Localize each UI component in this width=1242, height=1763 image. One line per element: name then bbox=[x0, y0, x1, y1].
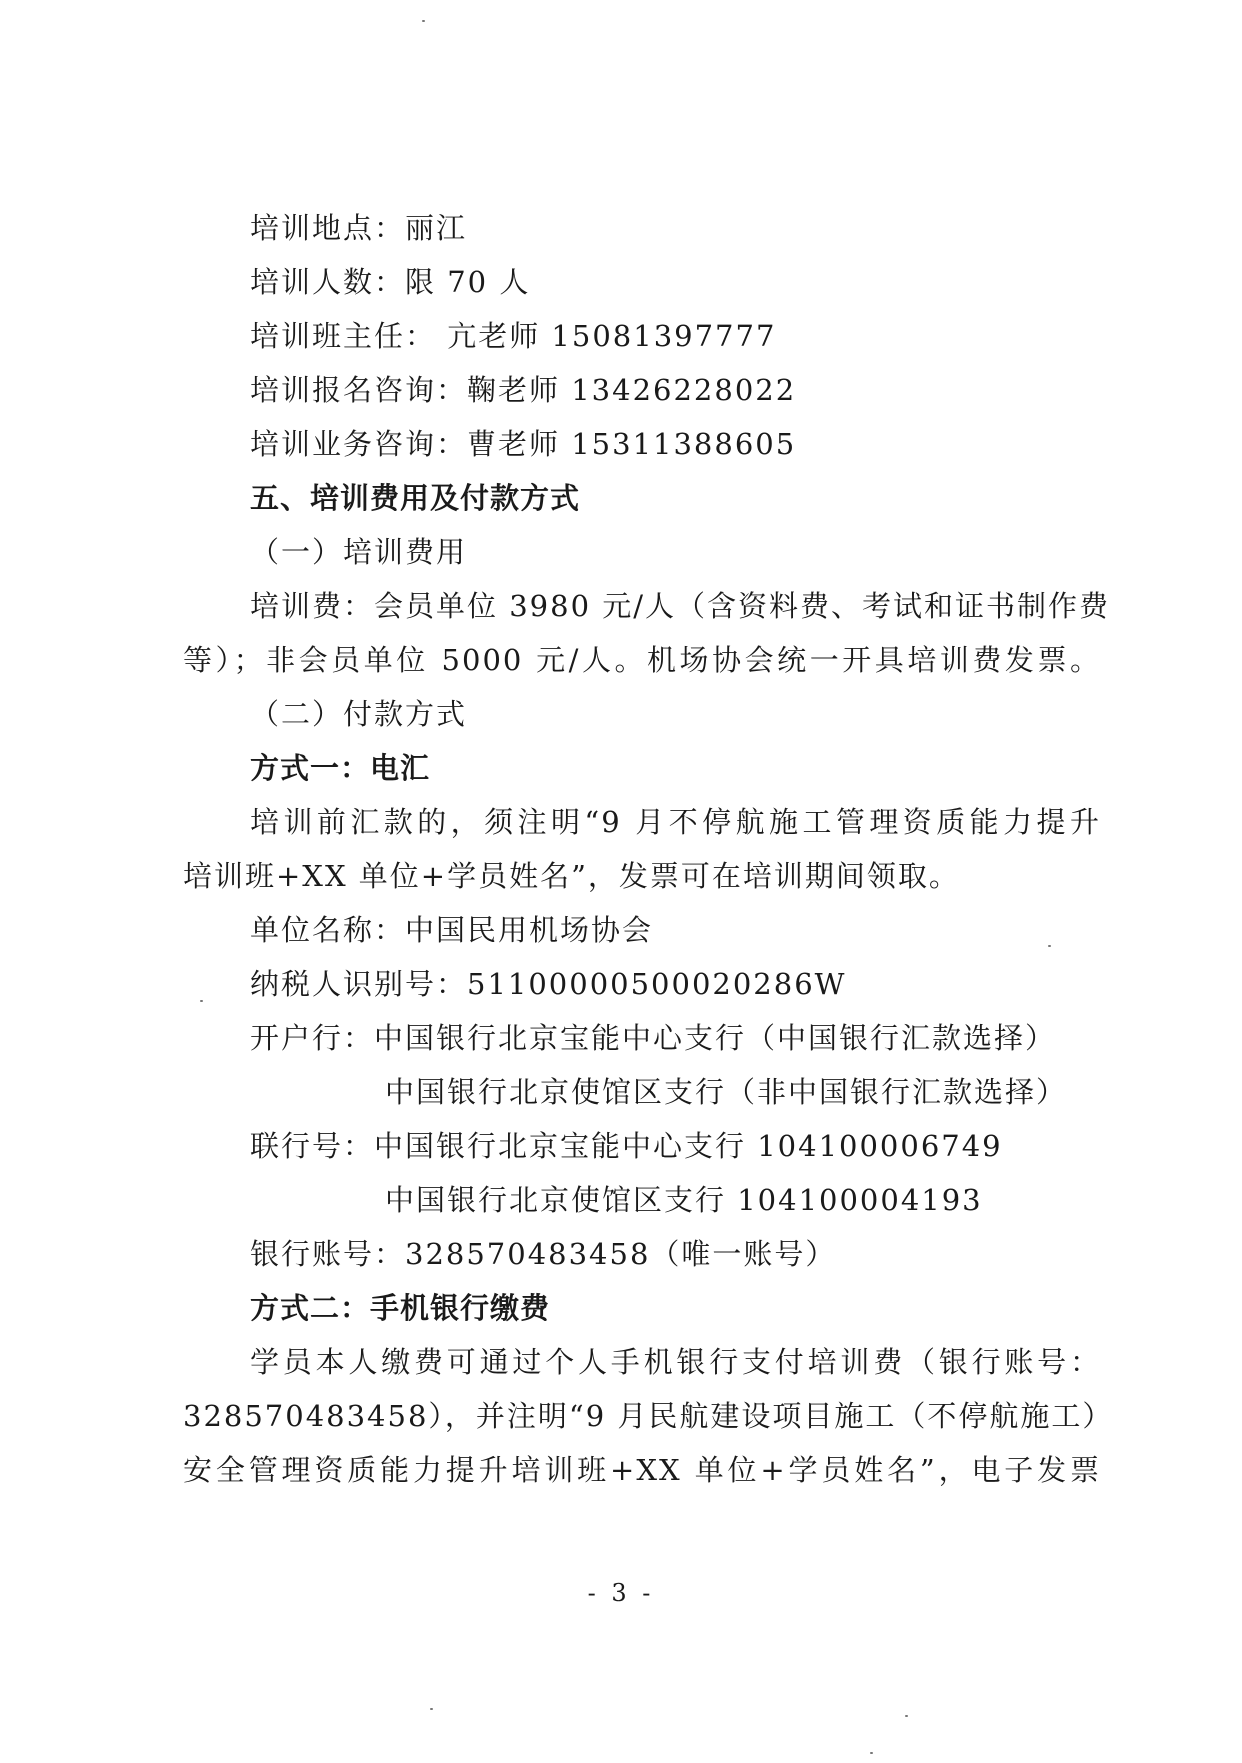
mobile-paragraph-line-2: 328570483458），并注明“9 月民航建设项目施工（不停航施工） bbox=[183, 1399, 1114, 1433]
wire-paragraph-line-2: 培训班+XX 单位+学员姓名”，发票可在培训期间领取。 bbox=[183, 859, 960, 893]
page-number: - 3 - bbox=[587, 1579, 655, 1607]
payment-subheading: （二）付款方式 bbox=[250, 697, 468, 731]
taxpayer-id: 纳税人识别号：51100000500020286W bbox=[250, 967, 847, 1001]
method-one-heading: 方式一：电汇 bbox=[250, 751, 431, 785]
clearing-number-line-2: 中国银行北京使馆区支行 104100004193 bbox=[385, 1183, 983, 1217]
method-two-heading: 方式二：手机银行缴费 bbox=[250, 1291, 551, 1325]
scan-speck bbox=[870, 1752, 873, 1754]
fee-paragraph-line-2: 等）；非会员单位 5000 元/人。机场协会统一开具培训费发票。 bbox=[183, 643, 1101, 677]
scan-speck bbox=[200, 1000, 203, 1002]
wire-paragraph-line-1: 培训前汇款的，须注明“9 月不停航施工管理资质能力提升 bbox=[250, 805, 1101, 839]
scan-speck bbox=[422, 20, 425, 22]
registration-contact: 培训报名咨询：鞠老师 13426228022 bbox=[250, 373, 797, 407]
mobile-paragraph-line-1: 学员本人缴费可通过个人手机银行支付培训费（银行账号： bbox=[250, 1345, 1101, 1379]
bank-branch-line-2: 中国银行北京使馆区支行（非中国银行汇款选择） bbox=[385, 1075, 1068, 1109]
bank-account: 银行账号：328570483458（唯一账号） bbox=[250, 1237, 837, 1271]
fee-paragraph-line-1: 培训费：会员单位 3980 元/人（含资料费、考试和证书制作费 bbox=[250, 589, 1111, 623]
fee-subheading: （一）培训费用 bbox=[250, 535, 468, 569]
unit-name: 单位名称：中国民用机场协会 bbox=[250, 913, 654, 947]
business-contact: 培训业务咨询：曹老师 15311388605 bbox=[250, 427, 797, 461]
section-five-heading: 五、培训费用及付款方式 bbox=[250, 481, 581, 515]
scan-speck bbox=[1048, 945, 1051, 947]
training-director: 培训班主任： 亢老师 15081397777 bbox=[250, 319, 777, 353]
training-capacity: 培训人数：限 70 人 bbox=[250, 265, 531, 299]
training-location: 培训地点：丽江 bbox=[250, 211, 468, 245]
scan-speck bbox=[430, 1708, 433, 1710]
scan-speck bbox=[905, 1715, 908, 1717]
clearing-number-line-1: 联行号：中国银行北京宝能中心支行 104100006749 bbox=[250, 1129, 1003, 1163]
mobile-paragraph-line-3: 安全管理资质能力提升培训班+XX 单位+学员姓名”，电子发票 bbox=[183, 1453, 1101, 1487]
bank-branch-line-1: 开户行：中国银行北京宝能中心支行（中国银行汇款选择） bbox=[250, 1021, 1057, 1055]
